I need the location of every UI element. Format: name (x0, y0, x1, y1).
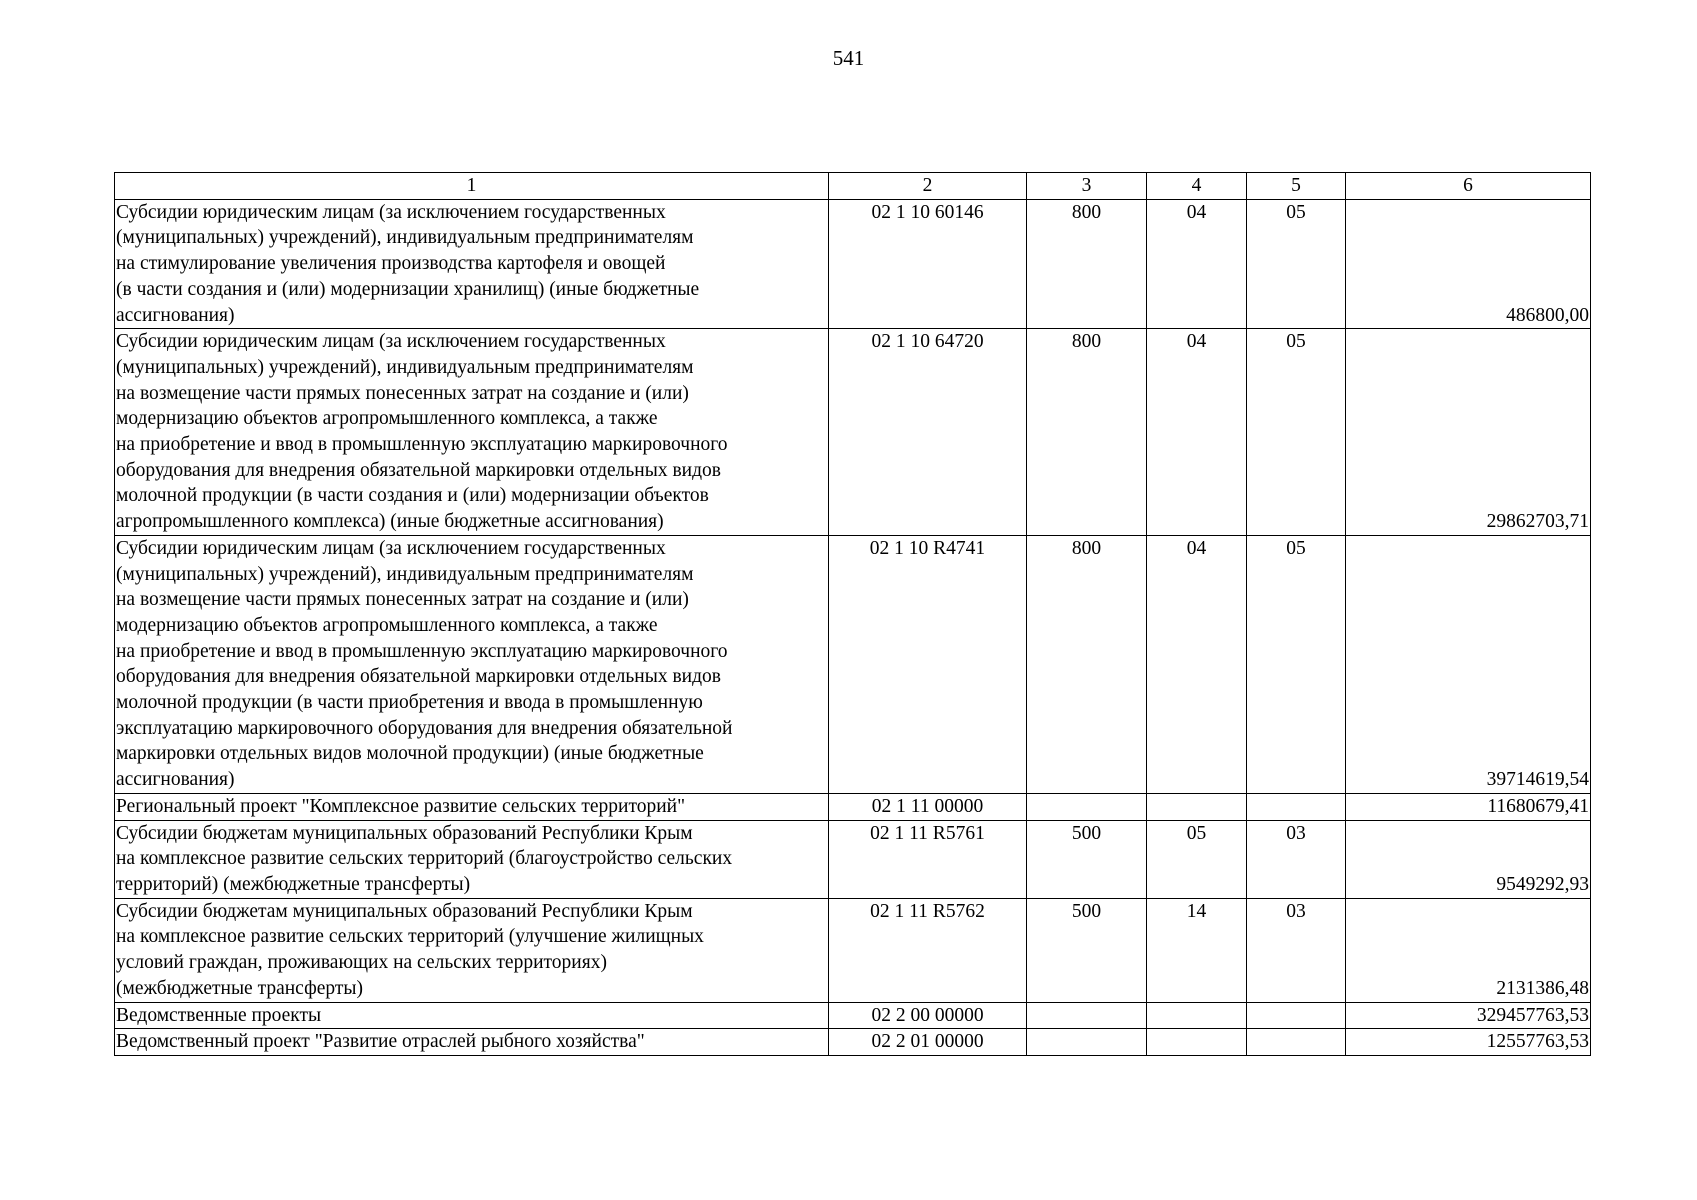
item-expense-type: 500 (1027, 820, 1147, 898)
item-amount: 11680679,41 (1346, 793, 1591, 820)
item-amount: 486800,00 (1346, 199, 1591, 329)
table-row (115, 793, 1591, 820)
item-expense-type: 500 (1027, 898, 1147, 1002)
column-header: 4 (1147, 173, 1247, 200)
item-section (1147, 793, 1247, 820)
item-amount: 39714619,54 (1346, 535, 1591, 793)
item-section (1147, 1029, 1247, 1056)
item-expense-type (1027, 793, 1147, 820)
item-expense-type (1027, 1002, 1147, 1029)
item-amount: 12557763,53 (1346, 1029, 1591, 1056)
item-subsection: 05 (1247, 535, 1346, 793)
table-row (115, 820, 1591, 898)
item-subsection: 05 (1247, 329, 1346, 536)
item-section: 05 (1147, 820, 1247, 898)
budget-table (114, 172, 1591, 1056)
item-code: 02 1 11 R5761 (829, 820, 1027, 898)
item-expense-type: 800 (1027, 199, 1147, 329)
item-subsection: 05 (1247, 199, 1346, 329)
column-header: 2 (829, 173, 1027, 200)
table-header-row (115, 173, 1591, 200)
item-subsection: 03 (1247, 820, 1346, 898)
column-header: 1 (115, 173, 829, 200)
item-name: Субсидии юридическим лицам (за исключением государственных (муниципальных) учреждений), индивидуальным предпринимателям на стимулирование увеличения производства картофеля и овощей (в части создания и (или) модернизации хранилищ) (иные бюджетные ассигнования) (115, 199, 829, 329)
item-subsection: 03 (1247, 898, 1346, 1002)
item-subsection (1247, 1029, 1346, 1056)
table-row (115, 1002, 1591, 1029)
item-name: Субсидии юридическим лицам (за исключением государственных (муниципальных) учреждений), индивидуальным предпринимателям на возмещение части прямых понесенных затрат на создание и (или) модернизацию объектов агропромышленного комплекса, а также на приобретение и ввод в промышленную эксплуатацию маркировочного оборудования для внедрения обязательной маркировки отдельных видов молочной продукции (в части приобретения и ввода в промышленную эксплуатацию маркировочного оборудования для внедрения обязательной маркировки отдельных видов молочной продукции) (иные бюджетные ассигнования) (115, 535, 829, 793)
table-row (115, 535, 1591, 793)
item-name: Ведомственные проекты (115, 1002, 829, 1029)
column-header: 5 (1247, 173, 1346, 200)
item-code: 02 1 10 60146 (829, 199, 1027, 329)
item-expense-type: 800 (1027, 535, 1147, 793)
table-row (115, 1029, 1591, 1056)
column-header: 6 (1346, 173, 1591, 200)
table-row (115, 329, 1591, 536)
item-code: 02 2 01 00000 (829, 1029, 1027, 1056)
item-section (1147, 1002, 1247, 1029)
item-code: 02 1 11 R5762 (829, 898, 1027, 1002)
item-name: Субсидии юридическим лицам (за исключением государственных (муниципальных) учреждений), индивидуальным предпринимателям на возмещение части прямых понесенных затрат на создание и (или) модернизацию объектов агропромышленного комплекса, а также на приобретение и ввод в промышленную эксплуатацию маркировочного оборудования для внедрения обязательной маркировки отдельных видов молочной продукции (в части создания и (или) модернизации объектов агропромышленного комплекса) (иные бюджетные ассигнования) (115, 329, 829, 536)
item-section: 04 (1147, 329, 1247, 536)
table-row (115, 898, 1591, 1002)
item-code: 02 1 10 R4741 (829, 535, 1027, 793)
item-section: 04 (1147, 199, 1247, 329)
item-amount: 2131386,48 (1346, 898, 1591, 1002)
table-row (115, 199, 1591, 329)
item-amount: 29862703,71 (1346, 329, 1591, 536)
item-code: 02 1 10 64720 (829, 329, 1027, 536)
item-name: Региональный проект "Комплексное развитие сельских территорий" (115, 793, 829, 820)
item-name: Субсидии бюджетам муниципальных образований Республики Крым на комплексное развитие сельских территорий (улучшение жилищных условий граждан, проживающих на сельских территориях) (межбюджетные трансферты) (115, 898, 829, 1002)
item-name: Ведомственный проект "Развитие отраслей рыбного хозяйства" (115, 1029, 829, 1056)
item-section: 04 (1147, 535, 1247, 793)
item-amount: 329457763,53 (1346, 1002, 1591, 1029)
item-expense-type (1027, 1029, 1147, 1056)
item-expense-type: 800 (1027, 329, 1147, 536)
item-subsection (1247, 793, 1346, 820)
item-code: 02 2 00 00000 (829, 1002, 1027, 1029)
item-name: Субсидии бюджетам муниципальных образований Республики Крым на комплексное развитие сельских территорий (благоустройство сельских территорий) (межбюджетные трансферты) (115, 820, 829, 898)
item-amount: 9549292,93 (1346, 820, 1591, 898)
item-subsection (1247, 1002, 1346, 1029)
page-number: 541 (832, 46, 865, 70)
item-code: 02 1 11 00000 (829, 793, 1027, 820)
item-section: 14 (1147, 898, 1247, 1002)
column-header: 3 (1027, 173, 1147, 200)
